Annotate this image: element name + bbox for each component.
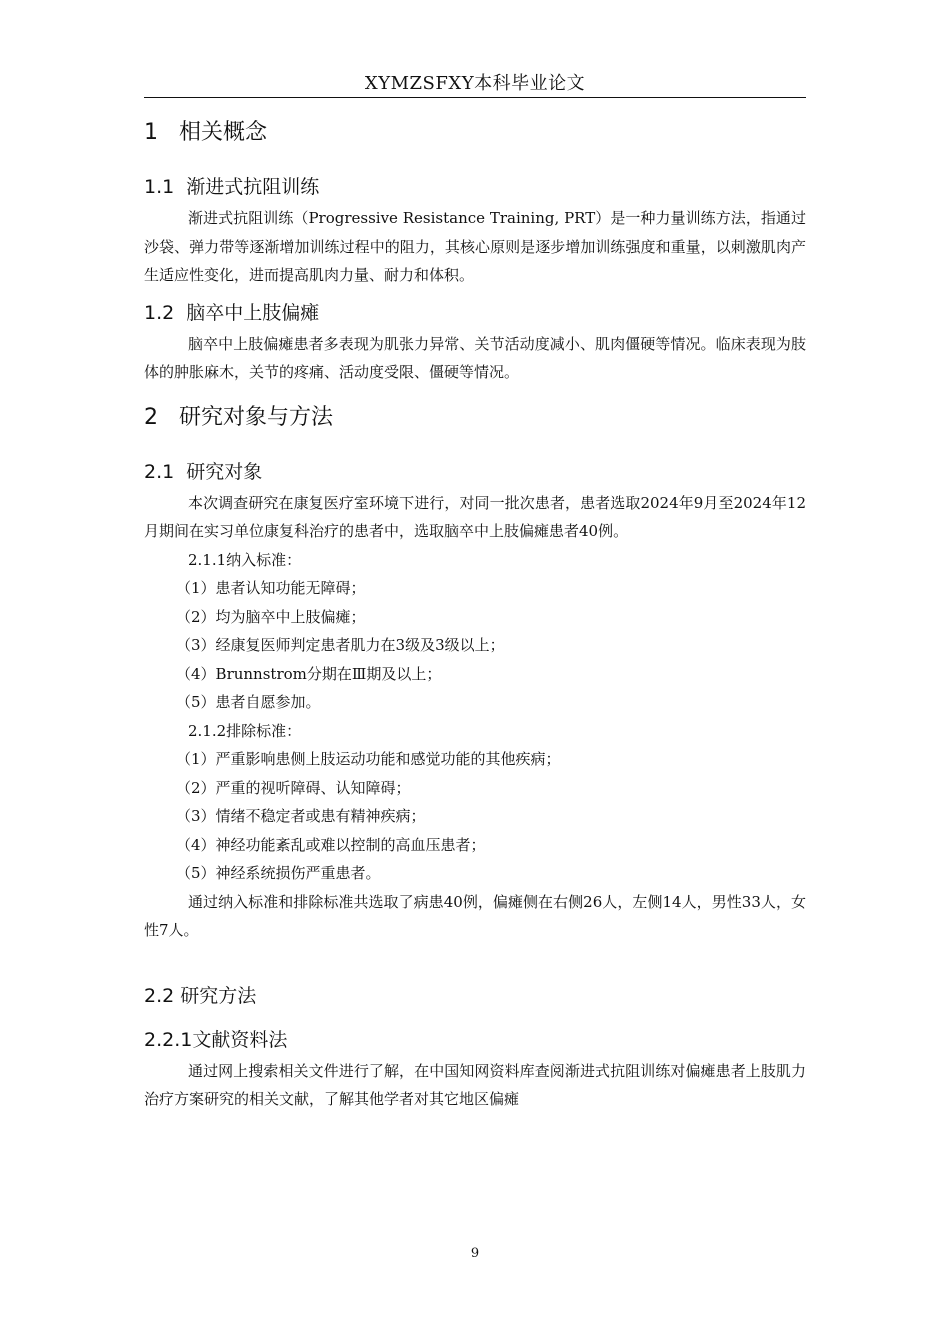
heading-section-2-1: 2.1 研究对象 [144, 460, 263, 483]
header-rule [144, 97, 806, 98]
exclusion-item: （3）情绪不稳定者或患有精神疾病； [176, 807, 426, 825]
page-number: 9 [470, 1246, 480, 1261]
inclusion-criteria-title: 2.1.1纳入标准： [188, 550, 302, 569]
paragraph-hemiplegia: 脑卒中上肢偏瘫患者多表现为肌张力异常、关节活动度减小、肌肉僵硬等情况。临床表现为肢体的肿胀麻木，关节的疼痛、活动度受限、僵硬等情况。 [144, 334, 806, 381]
page-body [144, 112, 806, 1114]
inclusion-item: （1）患者认知功能无障碍； [176, 579, 366, 597]
heading-section-2-2-1: 2.2.1文献资料法 [144, 1028, 288, 1051]
exclusion-item: （1）严重影响患侧上肢运动功能和感觉功能的其他疾病； [176, 750, 561, 768]
paragraph-subjects: 本次调查研究在康复医疗室环境下进行，对同一批次患者，患者选取2024年9月至2024年12月期间在实习单位康复科治疗的患者中，选取脑卒中上肢偏瘫患者40例。 [144, 493, 806, 540]
exclusion-item: （4）神经功能紊乱或难以控制的高血压患者； [176, 835, 486, 854]
paragraph-literature-method: 通过网上搜索相关文件进行了解，在中国知网资料库查阅渐进式抗阻训练对偏瘫患者上肢肌力治疗方案研究的相关文献，了解其他学者对其它地区偏瘫 [144, 1061, 806, 1108]
exclusion-item: （2）严重的视听障碍、认知障碍； [176, 778, 411, 797]
inclusion-item: （5）患者自愿参加。 [176, 693, 321, 711]
heading-section-2-2: 2.2 研究方法 [144, 984, 257, 1007]
paragraph-selection-summary: 通过纳入标准和排除标准共选取了病患40例，偏瘫侧在右侧26人，左侧14人，男性33人，女性7人。 [144, 892, 806, 939]
inclusion-item: （2）均为脑卒中上肢偏瘫； [176, 607, 366, 626]
inclusion-item: （4）Brunnstrom分期在Ⅲ期及以上； [176, 664, 442, 683]
heading-section-1-1: 1.1 渐进式抗阻训练 [144, 176, 320, 198]
inclusion-item: （3）经康复医师判定患者肌力在3级及3级以上； [176, 636, 505, 654]
exclusion-criteria-title: 2.1.2排除标准： [188, 721, 302, 740]
heading-section-1-2: 1.2 脑卒中上肢偏瘫 [144, 301, 320, 324]
running-header: XYMZSFXY本科毕业论文 [364, 73, 586, 94]
paragraph-prt-definition: 渐进式抗阻训练（Progressive Resistance Training, PRT）是一种力量训练方法，指通过沙袋、弹力带等逐渐增加训练过程中的阻力，其核心原则是逐步增加训练强度和重量，以刺激肌肉产生适应性变化，进而提高肌肉力量、耐力和体积。 [144, 209, 806, 284]
exclusion-item: （5）神经系统损伤严重患者。 [176, 864, 381, 882]
heading-section-2: 2 研究对象与方法 [144, 404, 333, 430]
heading-section-1: 1 相关概念 [144, 120, 267, 145]
